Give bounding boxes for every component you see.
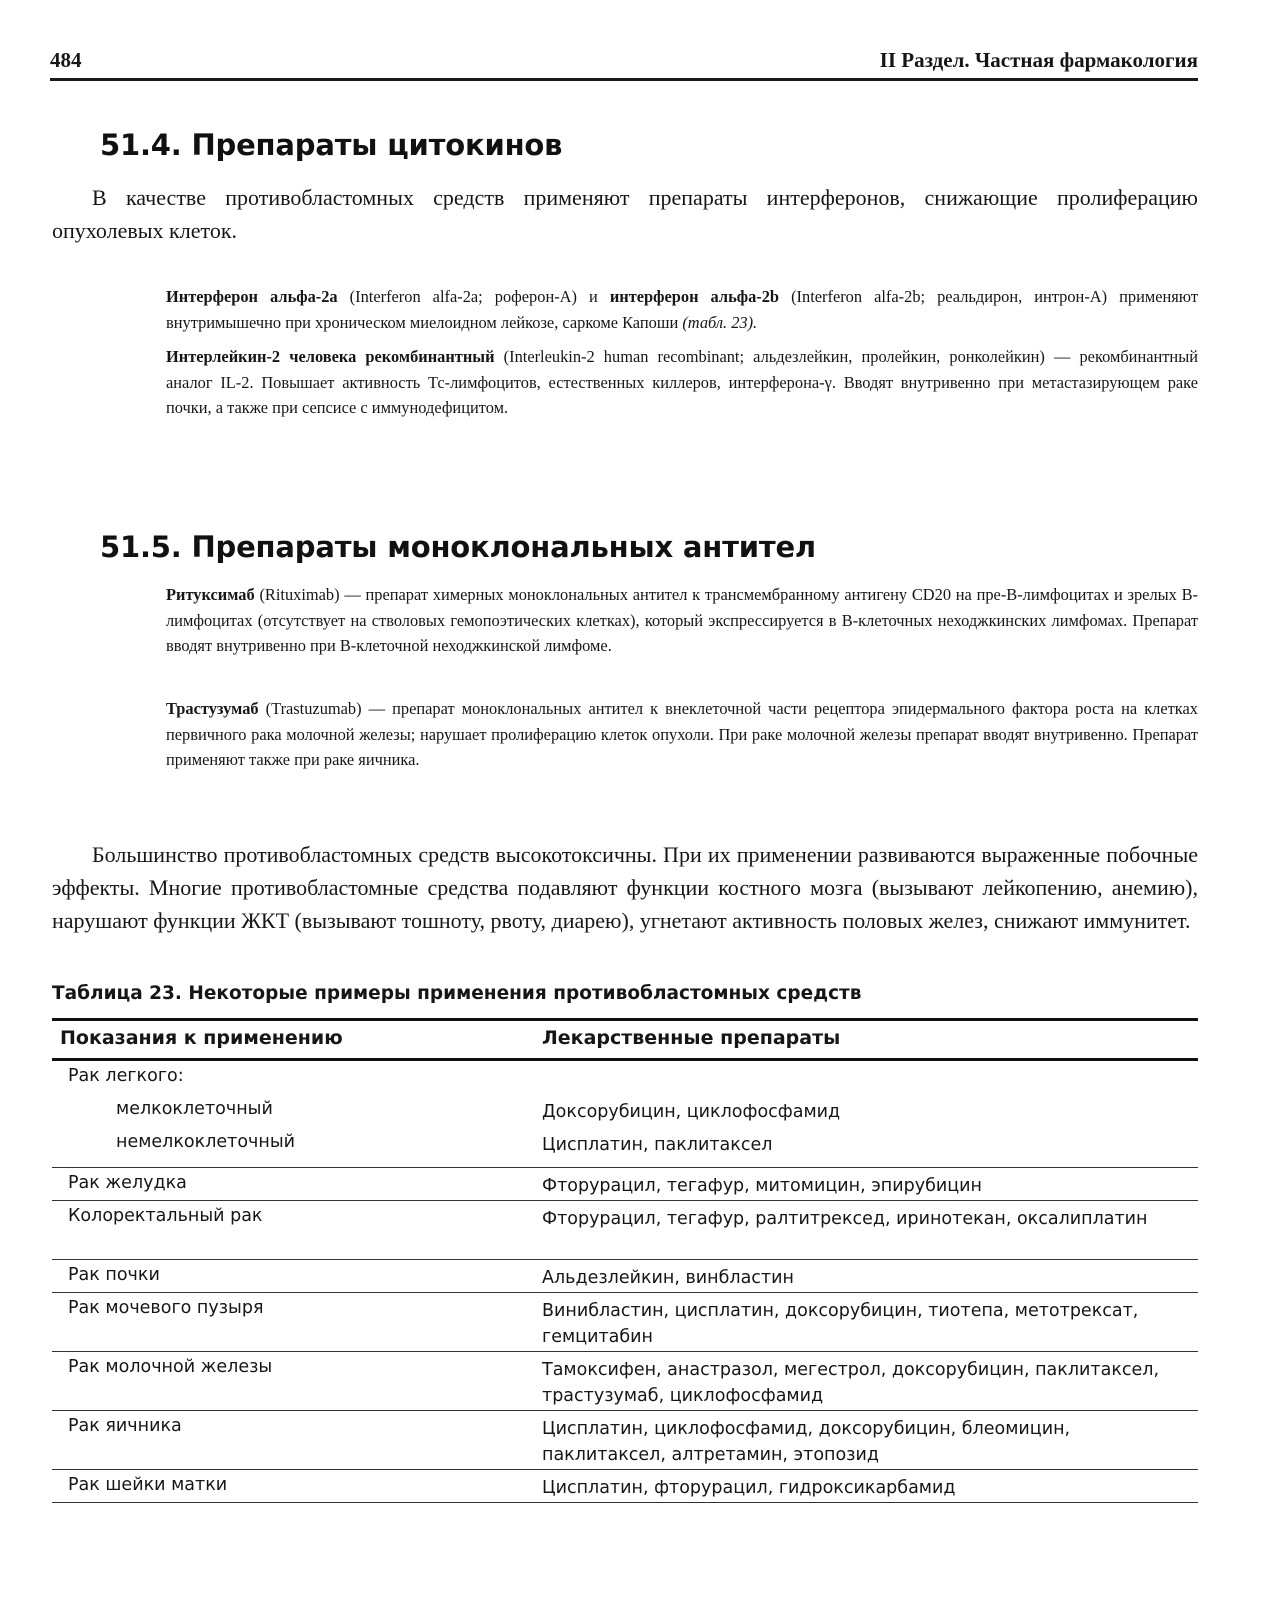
table-row [52, 1260, 1198, 1293]
lung-non-small-cell-label: немелкоклеточный [116, 1132, 296, 1152]
table-row [52, 1293, 1198, 1352]
trastuzumab-paragraph: Трастузумаб (Trastuzumab) — препарат моноклональных антител к внеклеточной части рецептора эпидермального фактора роста на клетках первичного рака молочной железы; нарушает пролиферацию клеток опухоли. При раке молочной железы препарат вводят внутривенно. Препарат применяют также при раке яичника. [166, 699, 1198, 769]
intro-paragraph: В качестве противобластомных средств применяют препараты интерферонов, снижающие пролиферацию опухолевых клеток. [52, 185, 1198, 243]
drugs-cell: Альдезлейкин, винбластин [542, 1268, 794, 1288]
drugs-cell: Винибластин, цисплатин, доксорубицин, тиотепа, метотрексат, гемцитабин [542, 1301, 1139, 1347]
drugs-cell: Цисплатин, циклофосфамид, доксорубицин, блеомицин, паклитаксел, алтретамин, этопозид [542, 1419, 1071, 1465]
table-row [52, 1411, 1198, 1470]
indication-cell: Рак желудка [68, 1173, 187, 1193]
lung-cancer-label: Рак легкого: [68, 1066, 184, 1086]
lung-non-small-cell-drugs: Цисплатин, паклитаксел [542, 1135, 773, 1155]
drugs-cell: Фторурацил, тегафур, митомицин, эпирубицин [542, 1176, 982, 1196]
indication-cell: Рак шейки матки [68, 1475, 228, 1495]
table-row [52, 1470, 1198, 1503]
column-header-drugs: Лекарственные препараты [542, 1027, 841, 1049]
section-heading-51-4: 51.4. Препараты цитокинов [100, 128, 563, 162]
column-header-indications: Показания к применению [60, 1027, 343, 1049]
section-heading-51-5: 51.5. Препараты моноклональных антител [100, 530, 816, 564]
table-caption: Таблица 23. Некоторые примеры применения противобластомных средств [52, 983, 862, 1004]
table-row [52, 1352, 1198, 1411]
drugs-cell: Цисплатин, фторурацил, гидроксикарбамид [542, 1478, 956, 1498]
running-title: II Раздел. Частная фармакология [879, 48, 1198, 72]
term-rituximab: Ритуксимаб [166, 585, 255, 604]
interferon-paragraph: Интерферон альфа-2а (Interferon alfa-2a; роферон-А) и интерферон альфа-2b (Interferon alfa-2b; реальдирон, интрон-А) применяют внутримышечно при хроническом миелоидном лейкозе, саркоме Капоши (табл. 23). [166, 287, 1198, 332]
term-trastuzumab: Трастузумаб [166, 699, 259, 718]
term-interleukin-2: Интерлейкин-2 человека рекомбинантный [166, 347, 495, 366]
lung-small-cell-label: мелкоклеточный [116, 1099, 273, 1119]
page-header [50, 46, 1198, 81]
term-interferon-alfa-2b: интерферон альфа-2b [609, 287, 780, 306]
drugs-cell: Фторурацил, тегафур, ралтитрексед, иринотекан, оксалиплатин [542, 1209, 1148, 1229]
table-row [52, 1168, 1198, 1201]
indication-cell: Рак яичника [68, 1416, 182, 1436]
table-reference: (табл. 23). [682, 312, 758, 332]
page-number: 484 [50, 48, 82, 72]
table-row-lung [52, 1061, 1198, 1168]
term-interferon-alfa-2a: Интерферон альфа-2а [166, 287, 338, 306]
indication-cell: Рак молочной железы [68, 1357, 273, 1377]
table-row [52, 1201, 1198, 1260]
lung-small-cell-drugs: Доксорубицин, циклофосфамид [542, 1102, 841, 1122]
indication-cell: Колоректальный рак [68, 1206, 263, 1226]
indication-cell: Рак почки [68, 1265, 160, 1285]
summary-paragraph: Большинство противобластомных средств высокотоксичны. При их применении развиваются выраженные побочные эффекты. Многие противобластомные средства подавляют функции костного мозга (вызывают лейкопению, анемию), нарушают функции ЖКТ (вызывают тошноту, рвоту, диарею), угнетают активность половых желез, снижают иммунитет. [52, 842, 1198, 933]
rituximab-paragraph: Ритуксимаб (Rituximab) — препарат химерных моноклональных антител к трансмембранному антигену CD20 на пре-В-лимфоцитах и зрелых В-лимфоцитах (отсутствует на стволовых гемопоэтических клетках), который экспрессируется в В-клеточных неходжкинских лимфомах. Препарат вводят внутривенно при В-клеточной неходжкинской лимфоме. [166, 585, 1198, 655]
table-header [52, 1018, 1198, 1061]
indication-cell: Рак мочевого пузыря [68, 1298, 264, 1318]
interleukin-paragraph: Интерлейкин-2 человека рекомбинантный (Interleukin-2 human recombinant; альдезлейкин, пролейкин, ронколейкин) — рекомбинантный аналог IL-2. Повышает активность Тс-лимфоцитов, естественных киллеров, интерферона-γ. Вводят внутривенно при метастазирующем раке почки, а также при сепсисе с иммунодефицитом. [166, 347, 1198, 417]
drug-table [52, 1018, 1198, 1503]
drugs-cell: Тамоксифен, анастразол, мегестрол, доксорубицин, паклитаксел, трастузумаб, циклофосфамид [542, 1360, 1160, 1406]
